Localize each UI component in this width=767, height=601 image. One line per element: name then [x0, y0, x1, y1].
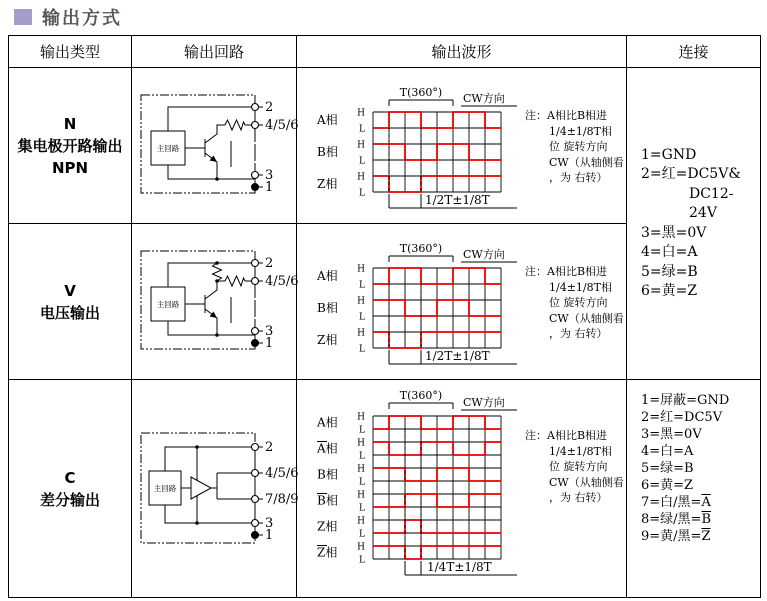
level-l-label: L	[359, 156, 365, 167]
terminal-3	[252, 519, 259, 526]
terminal-1-label: 1	[265, 179, 274, 195]
transistor-emitter	[205, 153, 217, 179]
connection-line: 2=红=DC5V&	[641, 166, 741, 182]
type-diff-letter: C	[64, 468, 76, 487]
terminal-789	[252, 495, 259, 502]
level-h-label: H	[357, 490, 365, 501]
page-title	[14, 4, 122, 30]
main-circuit-label: 主回路	[153, 483, 177, 493]
note-line: 1/4±1/8T相	[549, 280, 612, 294]
terminal-456	[252, 469, 259, 476]
wire-ground	[168, 321, 255, 335]
transistor-base	[185, 295, 205, 313]
terminal-2-label: 2	[265, 99, 274, 115]
waveform-grid-traces	[316, 265, 501, 355]
level-h-label: H	[357, 464, 365, 475]
level-h-label: H	[357, 328, 365, 339]
type-cell-differential	[9, 380, 132, 597]
phase-label: Z相	[317, 545, 338, 560]
waveform-grid-traces	[316, 109, 501, 199]
note-line: 注：A相比B相进	[525, 265, 608, 278]
phase-label: A相	[317, 415, 338, 430]
voltage-waveform	[307, 238, 521, 372]
phase-label: Z相	[317, 177, 338, 191]
connection-line: DC12-24V	[689, 185, 734, 221]
connection-line: 4=白=A	[641, 444, 694, 459]
level-l-label: L	[359, 188, 365, 199]
terminal-3-label: 3	[265, 515, 274, 531]
terminal-456	[252, 277, 259, 284]
connection-line: 3=黑=0V	[641, 427, 702, 442]
note-line: ，为 右转）	[549, 171, 608, 184]
waveform-grid-traces	[316, 413, 501, 566]
phase-marker-dashes	[405, 429, 421, 561]
connection-line: 2=红=DC5V	[641, 410, 723, 425]
transistor-collector	[205, 281, 225, 299]
waveform-cell-differential	[297, 380, 627, 597]
circuit-cell-voltage	[132, 224, 297, 380]
level-l-label: L	[359, 477, 365, 488]
cw-direction-label: CW方向	[463, 92, 505, 105]
note-line: 位 旋转方向	[549, 460, 608, 473]
wave-trace	[373, 144, 501, 160]
wave-trace	[373, 494, 501, 507]
phase-label: B相	[317, 467, 338, 482]
phase-label: B相	[317, 493, 338, 508]
main-circuit-label: 主回路	[156, 299, 180, 309]
npn-circuit-diagram	[135, 87, 299, 205]
terminal-stubs	[259, 263, 264, 343]
width-label: 1/2T±1/8T	[425, 349, 490, 363]
level-l-label: L	[359, 425, 365, 436]
circuit-cell-npn	[132, 68, 297, 224]
output-resistor	[225, 120, 245, 130]
wave-trace	[373, 468, 501, 481]
level-h-label: H	[357, 108, 365, 119]
level-h-label: H	[357, 296, 365, 307]
terminal-1-label: 1	[265, 527, 274, 543]
output-resistor	[225, 276, 245, 286]
pullup-resistor	[213, 263, 222, 281]
terminal-3	[252, 171, 259, 178]
circuit-cell-differential	[132, 380, 297, 597]
level-h-label: H	[357, 412, 365, 423]
connection-line: 1=屏蔽=GND	[641, 393, 730, 408]
waveform-note	[525, 264, 626, 342]
type-cell-voltage	[9, 224, 132, 380]
connection-cell-npn-voltage	[627, 68, 760, 380]
level-l-label: L	[359, 529, 365, 540]
terminal-2-label: 2	[265, 439, 274, 455]
level-l-label: L	[359, 344, 365, 355]
type-npn-name: 集电极开路输出	[17, 136, 123, 155]
connection-line: 7=白/黑$=\overline{A}$	[641, 495, 711, 510]
level-l-label: L	[359, 503, 365, 514]
level-h-label: H	[357, 438, 365, 449]
emitter-arrow	[210, 311, 218, 318]
cw-direction-label: CW方向	[463, 396, 505, 409]
phase-label: A相	[317, 113, 338, 127]
transistor-emitter	[205, 309, 217, 335]
type-npn-sub: NPN	[51, 158, 89, 177]
period-bracket	[389, 256, 453, 262]
type-npn-letter: N	[63, 114, 77, 133]
cw-direction-label: CW方向	[463, 248, 505, 261]
transistor-base	[185, 139, 205, 157]
connection-line: 8=绿/黑$=\overline{B}$	[641, 512, 711, 527]
width-label: 1/2T±1/8T	[425, 193, 490, 207]
period-label: T(360°)	[399, 86, 443, 99]
connection-line: 5=绿=B	[641, 461, 694, 476]
header-output-circuit: 输出回路	[132, 36, 297, 68]
phase-label: A相	[317, 269, 338, 283]
wire-vcc	[165, 447, 255, 471]
line-driver	[191, 477, 211, 499]
voltage-circuit-diagram	[135, 243, 299, 361]
terminal-456-label: 4/5/6	[265, 465, 299, 481]
phase-label: Z相	[317, 519, 338, 534]
terminal-2	[252, 103, 259, 110]
note-line: 1/4±1/8T相	[549, 444, 612, 458]
level-l-label: L	[359, 555, 365, 566]
terminal-789-label: 7/8/9	[265, 491, 299, 507]
phase-label: B相	[317, 301, 338, 315]
page-title-text: 输出方式	[42, 8, 122, 29]
connection-line: 3=黑=0V	[641, 224, 707, 241]
connection-line: 4=白=A	[641, 244, 698, 260]
output-method-table	[8, 35, 761, 598]
level-h-label: H	[357, 172, 365, 183]
phase-label: Z相	[317, 333, 338, 347]
terminal-456-label: 4/5/6	[265, 273, 299, 289]
connection-line: 6=黄=Z	[641, 283, 698, 299]
connection-line: 9=黄/黑$=\overline{Z}$	[641, 529, 711, 544]
differential-waveform	[307, 388, 521, 584]
terminal-2	[252, 259, 259, 266]
type-voltage-name: 电压输出	[39, 303, 100, 322]
transistor-collector	[205, 125, 225, 143]
terminal-456-label: 4/5/6	[265, 117, 299, 133]
terminal-3-label: 3	[265, 167, 274, 183]
level-l-label: L	[359, 312, 365, 323]
emitter-arrow	[210, 155, 218, 162]
terminal-3	[252, 327, 259, 334]
terminal-1	[252, 531, 259, 538]
type-cell-npn	[9, 68, 132, 224]
phase-label: A相	[317, 441, 338, 456]
differential-circuit-diagram	[135, 425, 299, 553]
terminal-1	[252, 183, 259, 190]
note-line: CW（从轴侧看	[549, 155, 624, 169]
note-line: ，为 右转）	[549, 491, 608, 504]
terminal-2-label: 2	[265, 255, 274, 271]
period-label: T(360°)	[399, 389, 443, 402]
junction-dot	[215, 177, 219, 181]
phase-label: B相	[317, 145, 338, 159]
note-line: 注：A相比B相进	[525, 109, 608, 122]
wave-trace	[373, 300, 501, 316]
level-h-label: H	[357, 264, 365, 275]
level-l-label: L	[359, 280, 365, 291]
note-line: 位 旋转方向	[549, 296, 608, 309]
note-line: CW（从轴侧看	[549, 475, 624, 489]
header-connection: 连接	[627, 36, 760, 68]
note-line: CW（从轴侧看	[549, 311, 624, 325]
terminal-1-label: 1	[265, 335, 274, 351]
driver-outputs	[211, 473, 255, 499]
junction-dot	[215, 261, 219, 265]
waveform-note	[525, 108, 626, 186]
connection-line: 1=GND	[641, 146, 697, 163]
terminal-456	[252, 121, 259, 128]
period-label: T(360°)	[399, 242, 443, 255]
period-bracket	[389, 403, 453, 409]
level-h-label: H	[357, 542, 365, 553]
terminal-1	[252, 339, 259, 346]
note-line: 注：A相比B相进	[525, 429, 608, 442]
wire-ground	[165, 505, 255, 523]
connection-cell-differential	[627, 380, 760, 597]
note-line: 位 旋转方向	[549, 140, 608, 153]
header-output-waveform: 输出波形	[297, 36, 627, 68]
level-h-label: H	[357, 140, 365, 151]
type-voltage-letter: V	[64, 281, 76, 300]
note-line: 1/4±1/8T相	[549, 124, 612, 138]
level-l-label: L	[359, 124, 365, 135]
terminal-stubs	[259, 107, 264, 187]
width-label: 1/4T±1/8T	[427, 560, 492, 574]
junction-dot	[195, 521, 199, 525]
waveform-note	[525, 428, 626, 506]
npn-waveform	[307, 82, 521, 216]
level-l-label: L	[359, 451, 365, 462]
title-square-icon	[14, 9, 32, 25]
junction-dot	[215, 333, 219, 337]
note-line: ，为 右转）	[549, 327, 608, 340]
waveform-cell-npn	[297, 68, 627, 224]
level-h-label: H	[357, 516, 365, 527]
header-output-type: 输出类型	[9, 36, 132, 68]
waveform-cell-voltage	[297, 224, 627, 380]
connection-line: 6=黄=Z	[641, 478, 694, 493]
period-bracket	[389, 100, 453, 106]
wire-ground	[168, 165, 255, 179]
main-circuit-label: 主回路	[156, 143, 180, 153]
terminal-2	[252, 443, 259, 450]
type-diff-name: 差分输出	[39, 490, 100, 509]
junction-dot	[195, 445, 199, 449]
connection-line: 5=绿=B	[641, 263, 698, 280]
terminal-stubs	[259, 447, 264, 535]
terminal-3-label: 3	[265, 323, 274, 339]
